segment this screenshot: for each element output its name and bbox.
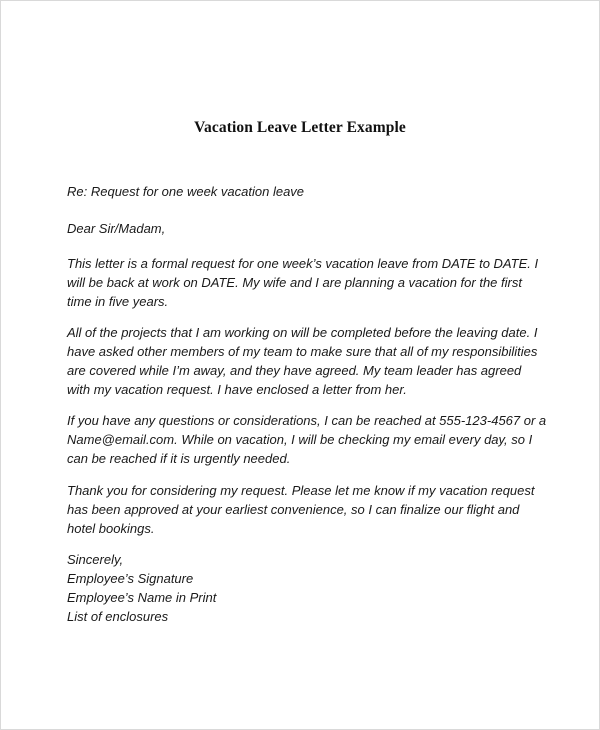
paragraph-thanks <box>67 481 547 538</box>
closing-block <box>67 550 547 626</box>
paragraph-line: have asked other members of my team to make sure that all of my responsibilities <box>67 344 538 359</box>
subject-text: Re: Request for one week vacation leave <box>67 184 305 199</box>
closing-enclosures: List of enclosures <box>67 609 169 624</box>
paragraph-line: hotel bookings. <box>67 521 155 536</box>
paragraph-line: If you have any questions or considerations, I can be reached at 555-123-4567 or a <box>67 413 547 428</box>
paragraph-line: time in five years. <box>67 294 169 309</box>
paragraph-line: are covered while I’m away, and they have agreed. My team leader has agreed <box>67 363 522 378</box>
paragraph-line: with my vacation request. I have enclosed a letter from her. <box>67 382 407 397</box>
paragraph-line: has been approved at your earliest convenience, so I can finalize our flight and <box>67 502 520 517</box>
closing-signature: Employee’s Signature <box>67 571 194 586</box>
paragraph-projects <box>67 323 547 399</box>
closing-sincerely: Sincerely, <box>67 552 124 567</box>
paragraph-request <box>67 254 547 311</box>
paragraph-contact <box>67 411 547 468</box>
salutation-text: Dear Sir/Madam, <box>67 221 166 236</box>
subject-line <box>67 182 547 201</box>
paragraph-line: can be reached if it is urgently needed. <box>67 451 291 466</box>
paragraph-line: will be back at work on DATE. My wife and I are planning a vacation for the first <box>67 275 522 290</box>
paragraph-line: Name@email.com. While on vacation, I will be checking my email every day, so I <box>67 432 533 447</box>
paragraph-line: This letter is a formal request for one week’s vacation leave from DATE to DATE. I <box>67 256 539 271</box>
paragraph-line: Thank you for considering my request. Please let me know if my vacation request <box>67 483 535 498</box>
document-title: Vacation Leave Letter Example <box>194 119 406 136</box>
closing-name-in-print: Employee’s Name in Print <box>67 590 217 605</box>
paragraph-line: All of the projects that I am working on will be completed before the leaving date. I <box>67 325 538 340</box>
salutation <box>67 219 547 238</box>
